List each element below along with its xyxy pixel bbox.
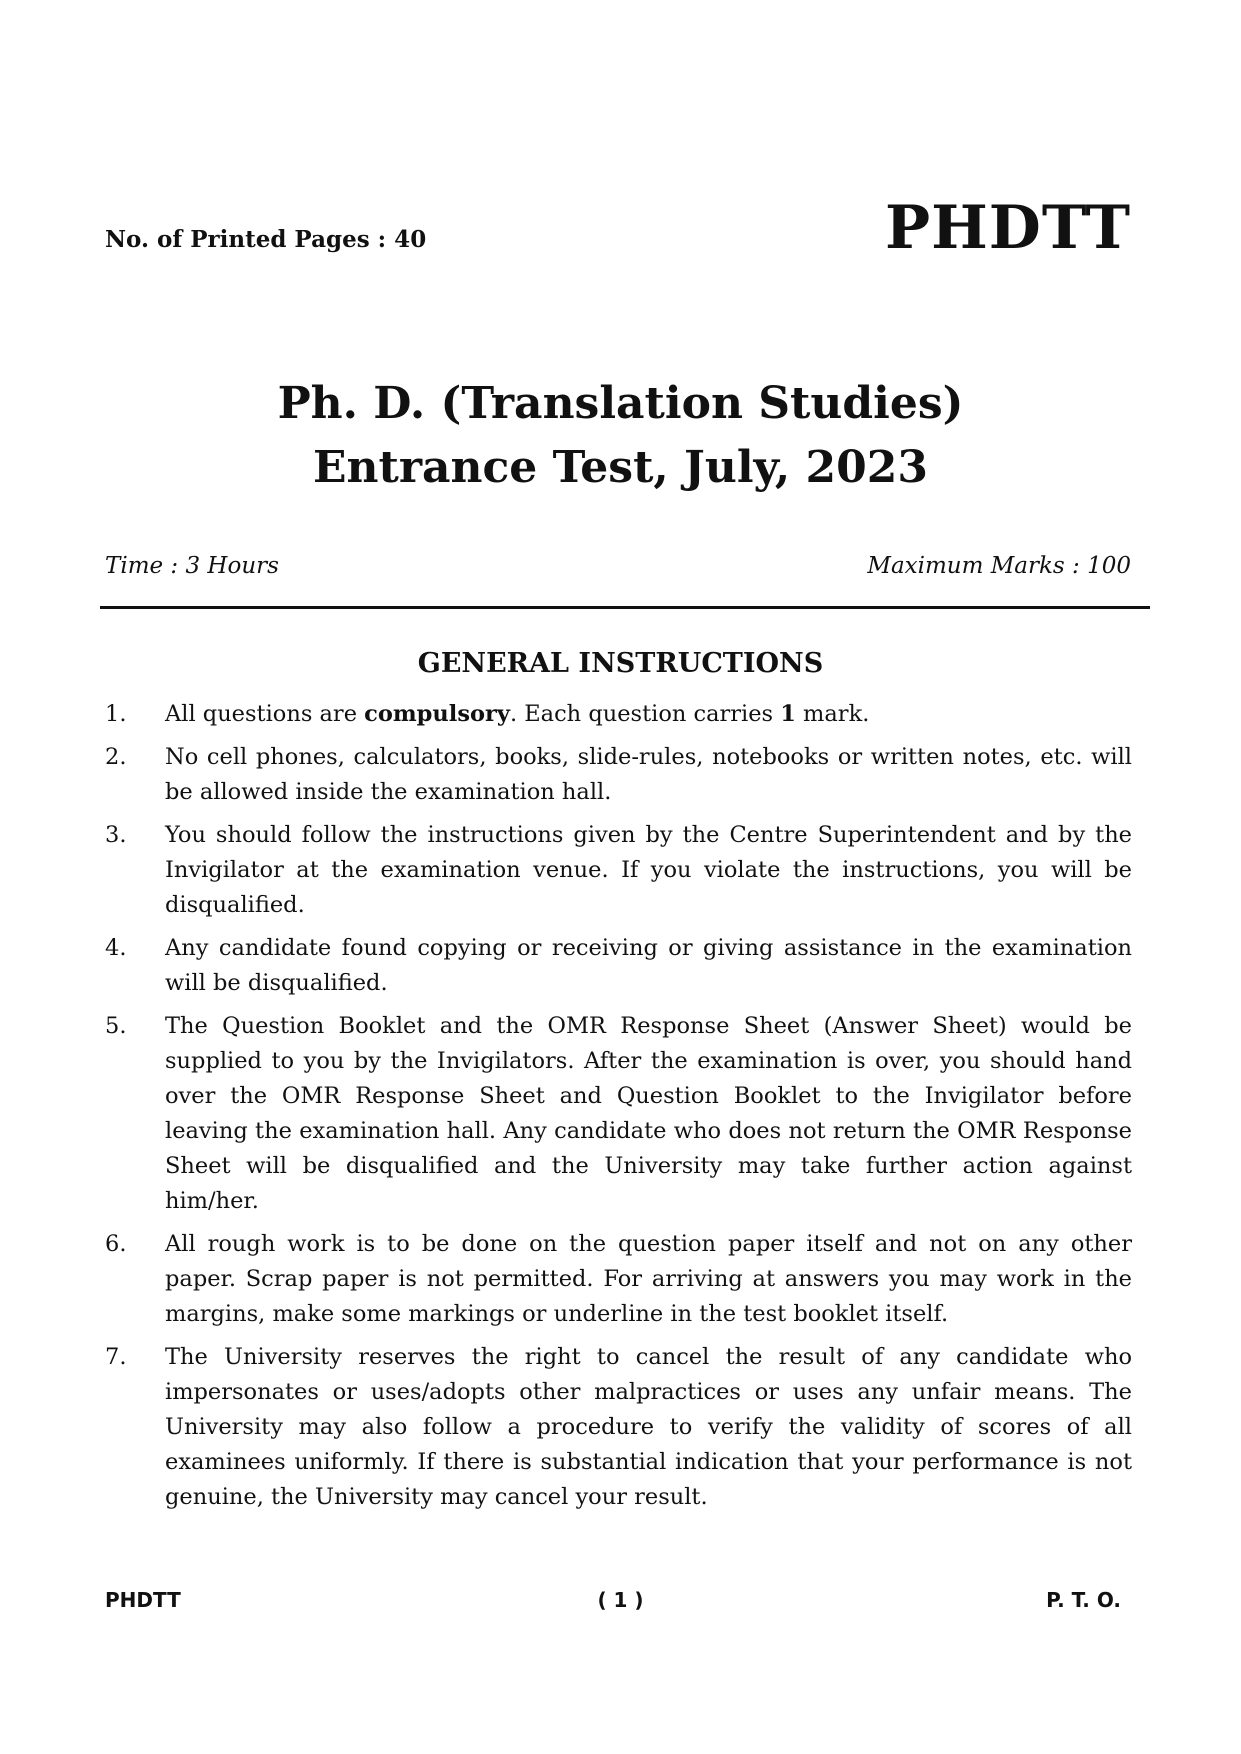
exam-title-line2: Entrance Test, July, 2023 [312, 442, 929, 493]
printed-pages-count: No. of Printed Pages : 40 [105, 226, 427, 253]
instructions-list [105, 697, 1132, 1523]
instruction-item [105, 1340, 1132, 1515]
instruction-number: 6. [105, 1231, 127, 1257]
exam-max-marks: Maximum Marks : 100 [867, 553, 1131, 579]
instruction-item [105, 931, 1132, 1001]
instruction-text [165, 697, 1132, 732]
exam-meta-row [105, 553, 1131, 579]
instruction-number: 4. [105, 935, 127, 961]
instructions-heading: GENERAL INSTRUCTIONS [417, 648, 824, 679]
instruction-item [105, 697, 1132, 732]
instruction-number: 7. [105, 1344, 127, 1370]
exam-time: Time : 3 Hours [105, 553, 279, 579]
instruction-text: The University reserves the right to cancel the result of any candidate who impersonates or uses/adopts other malpractices or uses any unfair means. The University may also follow a procedure to verify the validity of scores of all examinees uniformly. If there is substantial indication that your performance is not genuine, the University may cancel your result. [165, 1344, 1132, 1510]
instruction-text: Any candidate found copying or receiving or giving assistance in the examination will be disqualified. [165, 935, 1132, 996]
footer-paper-code: PHDTT [105, 1588, 181, 1612]
instruction-item [105, 740, 1132, 810]
instruction-item [105, 1009, 1132, 1219]
instruction-text: No cell phones, calculators, books, slide-rules, notebooks or written notes, etc. will be allowed inside the examination hall. [165, 744, 1132, 805]
instruction-text-part: mark. [795, 701, 870, 727]
instruction-number: 5. [105, 1013, 127, 1039]
instruction-emphasis: 1 [780, 701, 796, 727]
instruction-item [105, 818, 1132, 923]
instruction-number: 1. [105, 701, 127, 727]
footer-pto: P. T. O. [1046, 1588, 1121, 1612]
instruction-text: You should follow the instructions given by the Centre Superintendent and by the Invigilator at the examination venue. If you violate the instructions, you will be disqualified. [165, 822, 1132, 918]
paper-code: PHDTT [885, 193, 1131, 263]
instruction-item [105, 1227, 1132, 1332]
exam-title-line1: Ph. D. (Translation Studies) [277, 378, 964, 429]
instruction-number: 3. [105, 822, 127, 848]
footer-page-number: ( 1 ) [597, 1588, 644, 1612]
instruction-number: 2. [105, 744, 127, 770]
instruction-text-part: All questions are [165, 701, 365, 727]
instruction-emphasis: compulsory [364, 701, 510, 727]
horizontal-rule [100, 606, 1150, 609]
instruction-text: The Question Booklet and the OMR Response Sheet (Answer Sheet) would be supplied to you by the Invigilators. After the examination is over, you should hand over the OMR Response Sheet and Question Booklet to the Invigilator before leaving the examination hall. Any candidate who does not return the OMR Response Sheet will be disqualified and the University may take further action against him/her. [165, 1013, 1132, 1214]
instruction-text-part: . Each question carries [509, 701, 781, 727]
instruction-text: All rough work is to be done on the question paper itself and not on any other paper. Scrap paper is not permitted. For arriving at answers you may work in the margins, make some markings or underline in the test booklet itself. [165, 1231, 1132, 1327]
